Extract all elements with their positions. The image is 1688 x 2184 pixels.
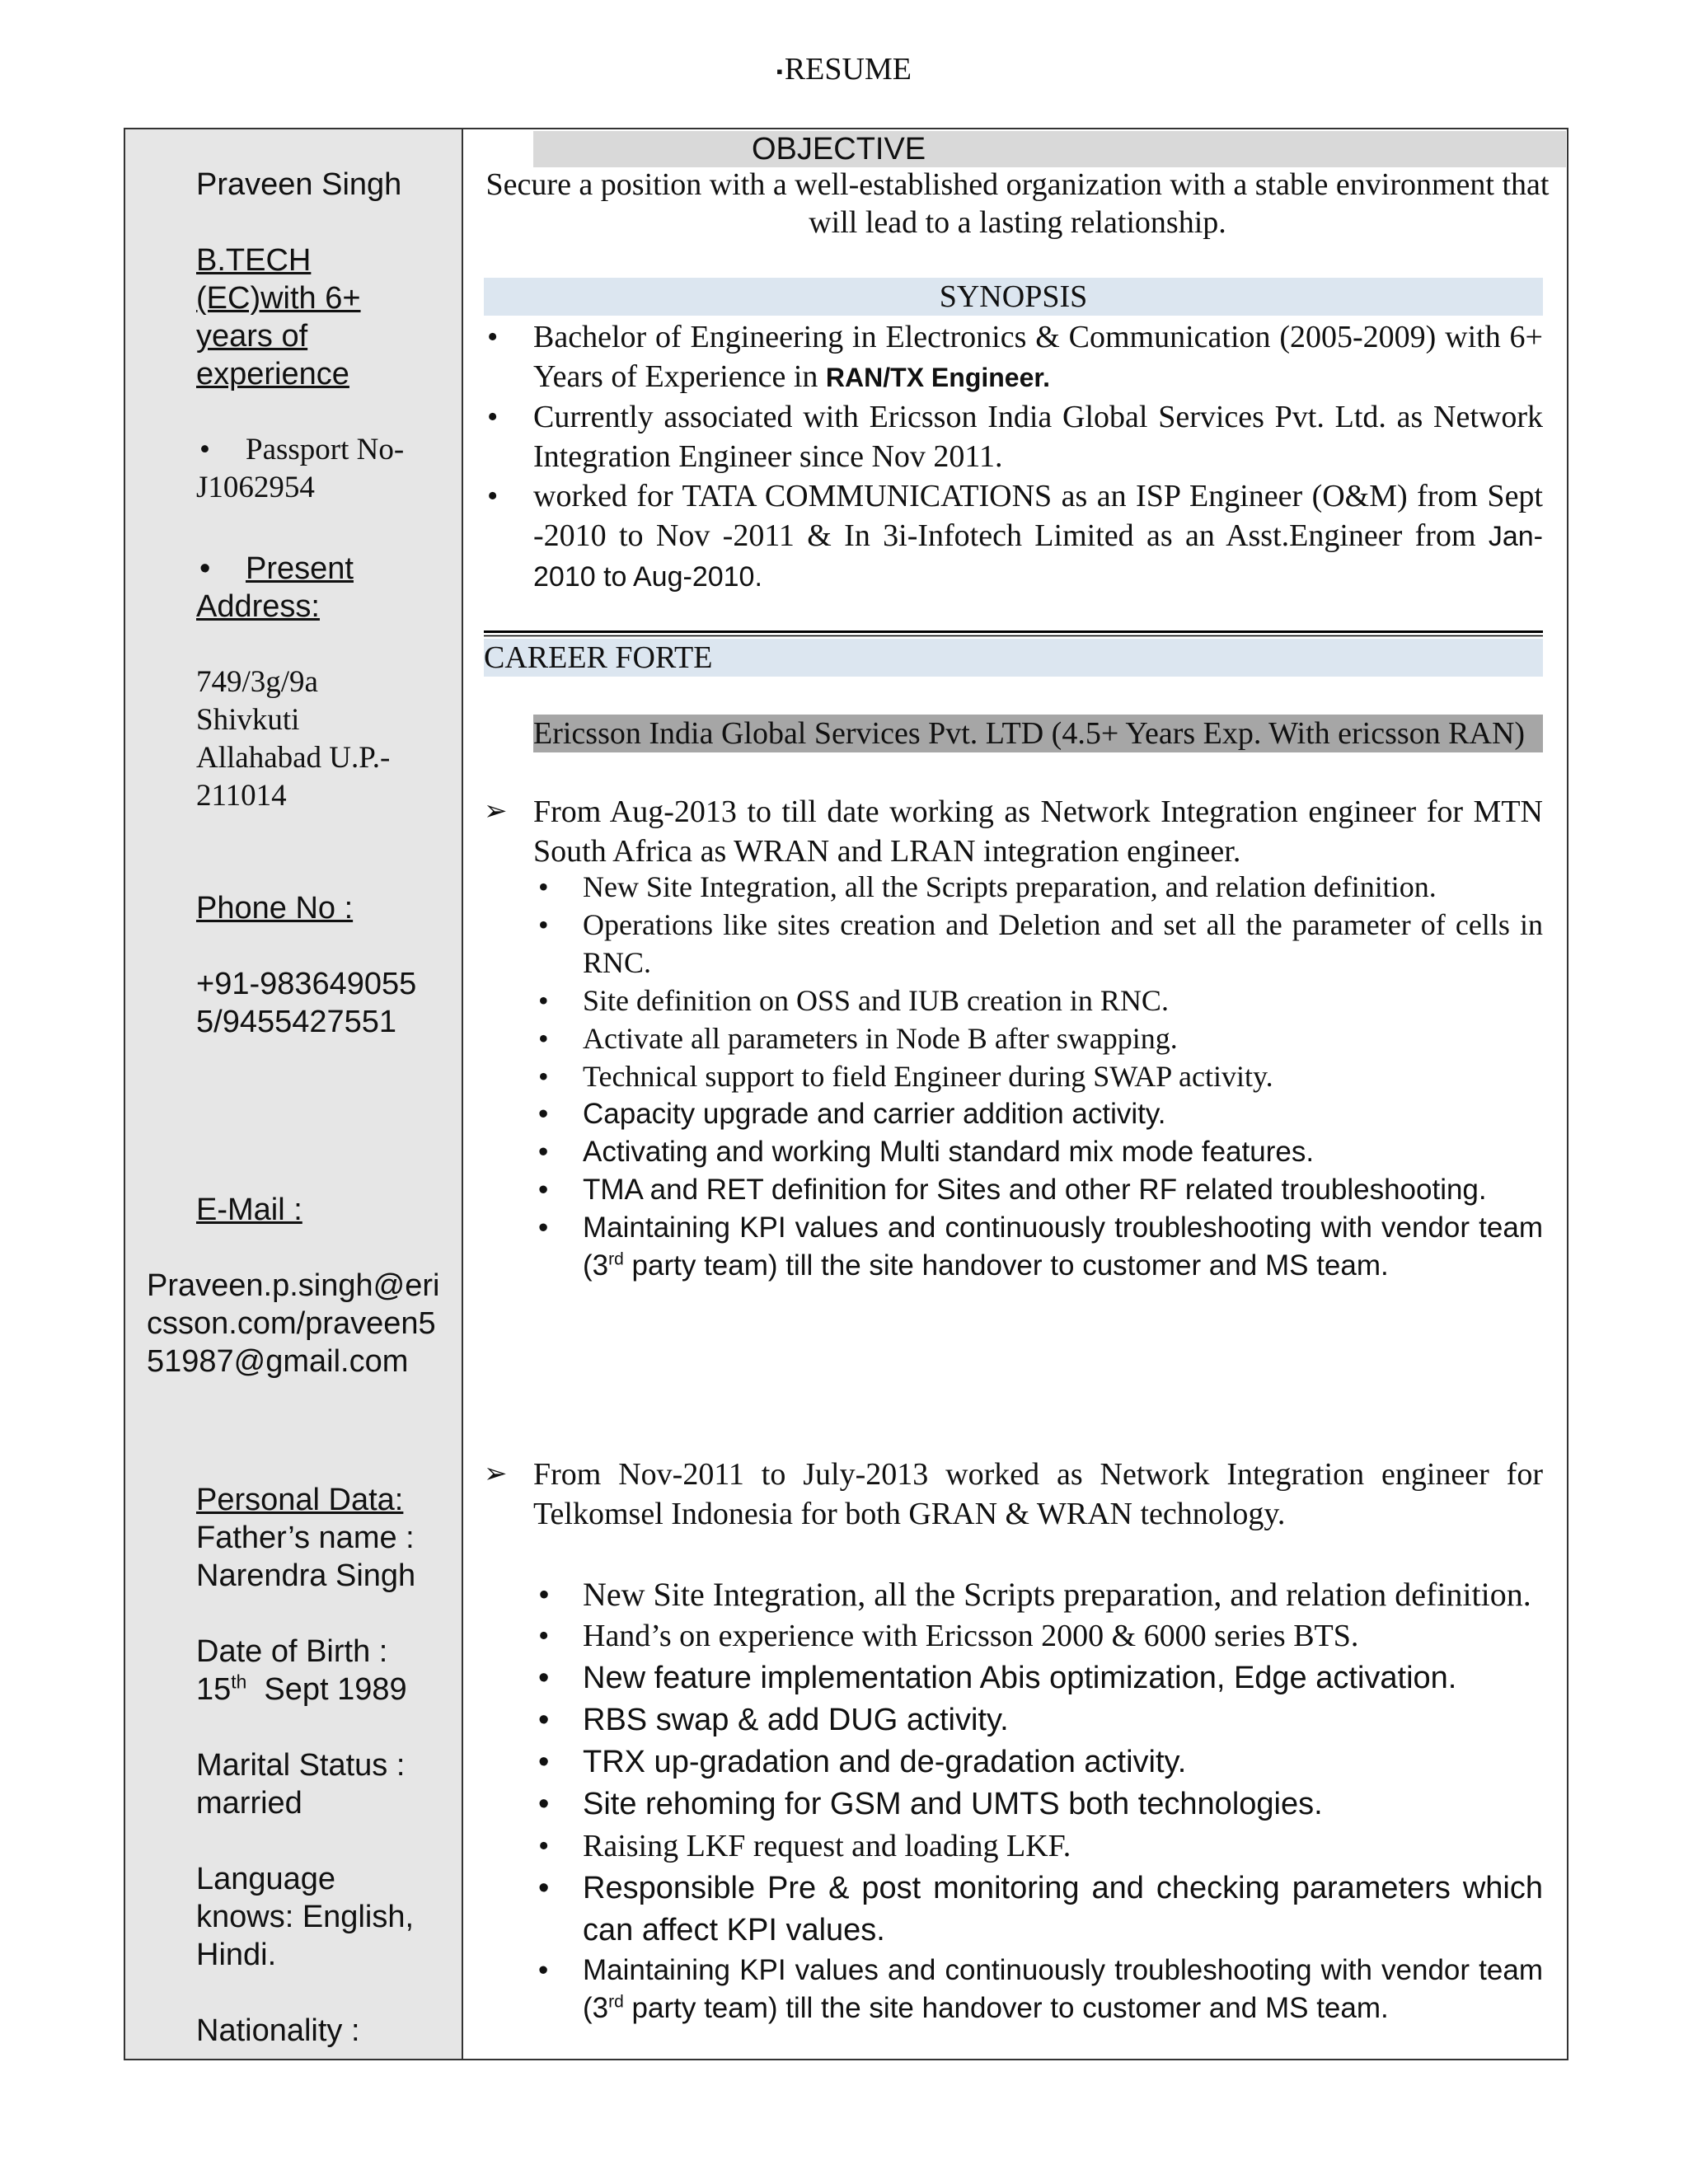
list-item: • TMA and RET definition for Sites and other RF related troubleshooting. bbox=[533, 1171, 1543, 1209]
address: 749/3g/9a Shivkuti Allahabad U.P.- 211014 bbox=[196, 665, 391, 813]
list-item: • Hand’s on experience with Ericsson 2000 & 6000 series BTS. bbox=[533, 1615, 1543, 1657]
company-banner: Ericsson India Global Services Pvt. LTD (4.5+ Years Exp. With ericsson RAN) bbox=[533, 715, 1543, 752]
role-telkomsel: ➢ From Nov-2011 to July-2013 worked as Network Integration engineer for Telkomsel Indonesia for both GRAN & WRAN technology. bbox=[484, 1455, 1543, 1534]
bullet-icon: • bbox=[538, 1060, 549, 1093]
resume-frame bbox=[124, 128, 1568, 2060]
bullet-icon: • bbox=[538, 1661, 550, 1695]
personal-data-label: Personal Data: bbox=[196, 1483, 404, 1517]
qualification: B.TECH (EC)with 6+ years of experience bbox=[196, 243, 361, 391]
nationality-label: Nationality : bbox=[196, 2013, 360, 2048]
bullet-icon: • bbox=[487, 320, 499, 354]
list-item: • TRX up-gradation and de-gradation activity. bbox=[533, 1741, 1543, 1783]
bullet-icon: • bbox=[199, 551, 211, 586]
email-label: E-Mail : bbox=[196, 1193, 302, 1227]
bullet-icon: • bbox=[538, 1954, 549, 1986]
bullet-icon: • bbox=[538, 1136, 549, 1168]
bullet-icon: • bbox=[538, 1871, 550, 1905]
role-mtn-tasks bbox=[533, 868, 1543, 1285]
arrow-icon: ➢ bbox=[484, 1459, 508, 1489]
list-item: • Activating and working Multi standard mix mode features. bbox=[533, 1133, 1543, 1171]
list-item: • Bachelor of Engineering in Electronics & Communication (2005-2009) with 6+ Years of Experience in RAN/TX Engineer. bbox=[484, 317, 1543, 397]
arrow-icon: ➢ bbox=[484, 796, 508, 827]
synopsis-heading: SYNOPSIS bbox=[484, 278, 1543, 316]
list-item: • Capacity upgrade and carrier addition activity. bbox=[533, 1095, 1543, 1133]
title-bullet: ▪ bbox=[776, 61, 783, 82]
sidebar bbox=[125, 129, 463, 2059]
objective-heading: OBJECTIVE bbox=[533, 131, 1566, 167]
email-address: Praveen.p.singh@ericsson.com/praveen551987@gmail.com bbox=[147, 1268, 440, 1379]
bullet-icon: • bbox=[487, 400, 499, 434]
candidate-name: Praveen Singh bbox=[196, 167, 402, 202]
bullet-icon: • bbox=[538, 870, 549, 903]
list-item: • Maintaining KPI values and continuously troubleshooting with vendor team (3rd party team) till the site handover to customer and MS team. bbox=[533, 1952, 1543, 2027]
role-mtn: ➢ From Aug-2013 to till date working as Network Integration engineer for MTN South Africa as WRAN and LRAN integration engineer. bbox=[484, 792, 1543, 871]
dob-label: Date of Birth : bbox=[196, 1634, 388, 1669]
address-label: • Present Address: bbox=[196, 551, 354, 624]
marital-value: married bbox=[196, 1786, 302, 1821]
language: Language knows: English, Hindi. bbox=[196, 1862, 415, 1972]
list-item: • Currently associated with Ericsson India Global Services Pvt. Ltd. as Network Integration Engineer since Nov 2011. bbox=[484, 397, 1543, 476]
bullet-icon: • bbox=[538, 1174, 549, 1206]
bullet-icon: • bbox=[538, 908, 549, 941]
list-item: • Site definition on OSS and IUB creation in RNC. bbox=[533, 982, 1543, 1019]
bullet-icon: • bbox=[538, 1212, 549, 1244]
list-item: • Technical support to field Engineer during SWAP activity. bbox=[533, 1057, 1543, 1095]
career-heading: CAREER FORTE bbox=[484, 639, 1543, 677]
resume-title bbox=[0, 51, 1688, 87]
list-item: • Operations like sites creation and Deletion and set all the parameter of cells in RNC. bbox=[533, 906, 1543, 982]
list-item: • Activate all parameters in Node B after swapping. bbox=[533, 1019, 1543, 1057]
list-item: • Responsible Pre & post monitoring and checking parameters which can affect KPI values. bbox=[533, 1868, 1543, 1952]
dob-value: 15th Sept 1989 bbox=[196, 1671, 407, 1707]
synopsis-list bbox=[484, 317, 1543, 597]
passport: • Passport No-J1062954 bbox=[196, 433, 405, 504]
title-text: RESUME bbox=[784, 52, 912, 87]
bullet-icon: • bbox=[538, 1787, 550, 1821]
bullet-icon: • bbox=[538, 1619, 550, 1653]
bullet-icon: • bbox=[538, 1576, 551, 1613]
father-label: Father’s name : bbox=[196, 1521, 415, 1555]
bullet-icon: • bbox=[487, 479, 499, 513]
bullet-icon: • bbox=[538, 1829, 550, 1863]
list-item: • New feature implementation Abis optimization, Edge activation. bbox=[533, 1657, 1543, 1699]
bullet-icon: • bbox=[199, 433, 210, 466]
bullet-icon: • bbox=[538, 1022, 549, 1055]
phone-number: +91-9836490555/9455427551 bbox=[196, 967, 417, 1039]
marital-label: Marital Status : bbox=[196, 1748, 406, 1783]
section-divider bbox=[484, 630, 1543, 637]
father-name: Narendra Singh bbox=[196, 1558, 416, 1593]
list-item: • New Site Integration, all the Scripts preparation, and relation definition. bbox=[533, 1573, 1543, 1615]
bullet-icon: • bbox=[538, 1703, 550, 1737]
list-item: • New Site Integration, all the Scripts preparation, and relation definition. bbox=[533, 868, 1543, 906]
list-item: • Maintaining KPI values and continuously troubleshooting with vendor team (3rd party team) till the site handover to customer and MS team. bbox=[533, 1209, 1543, 1285]
bullet-icon: • bbox=[538, 1098, 549, 1130]
objective-text: Secure a position with a well-established organization with a stable environment that will lead to a lasting relationship. bbox=[485, 167, 1550, 240]
phone-label: Phone No : bbox=[196, 891, 354, 926]
bullet-icon: • bbox=[538, 1745, 550, 1779]
bullet-icon: • bbox=[538, 984, 549, 1017]
main-content bbox=[463, 129, 1567, 2059]
role-telkomsel-tasks bbox=[533, 1573, 1543, 2027]
list-item: • Raising LKF request and loading LKF. bbox=[533, 1825, 1543, 1868]
list-item: • RBS swap & add DUG activity. bbox=[533, 1699, 1543, 1741]
list-item: • Site rehoming for GSM and UMTS both technologies. bbox=[533, 1783, 1543, 1825]
list-item: • worked for TATA COMMUNICATIONS as an ISP Engineer (O&M) from Sept -2010 to Nov -2011 & In 3i-Infotech Limited as an Asst.Engineer from Jan-2010 to Aug-2010. bbox=[484, 476, 1543, 597]
